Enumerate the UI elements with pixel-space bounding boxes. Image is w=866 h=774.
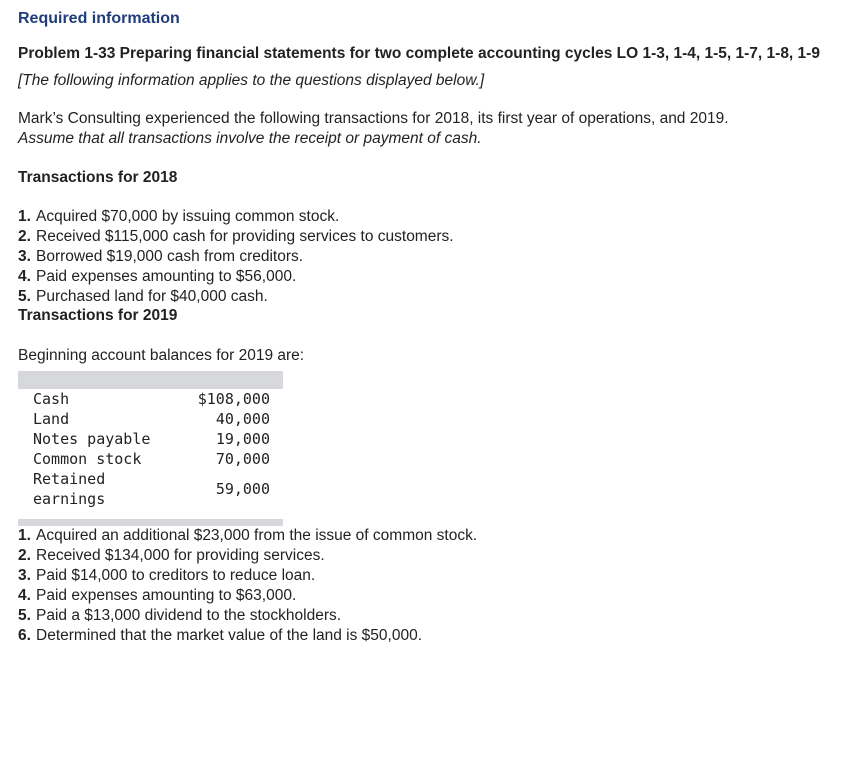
list-item: 4. Paid expenses amounting to $56,000. (18, 268, 297, 285)
balance-amount: 70,000 (215, 450, 270, 468)
table-row (18, 429, 283, 449)
intro-line-2: Assume that all transactions involve the receipt or payment of cash. (18, 130, 482, 147)
list-item: 5. Purchased land for $40,000 cash. (18, 288, 268, 305)
balance-label: Land (33, 410, 70, 428)
table-header-bar (18, 371, 283, 389)
table-row (18, 449, 283, 469)
list-item: 3. Paid $14,000 to creditors to reduce loan. (18, 567, 316, 584)
info-note: [The following information applies to the questions displayed below.] (18, 72, 485, 89)
transactions-2019-heading: Transactions for 2019 (18, 307, 178, 324)
list-item: 3. Borrowed $19,000 cash from creditors. (18, 248, 304, 265)
transactions-2019-list (18, 526, 848, 646)
balance-amount: $108,000 (197, 390, 270, 408)
balances-table (18, 389, 283, 519)
beginning-balances-table (18, 371, 283, 526)
table-row (18, 469, 283, 519)
balance-amount: 40,000 (215, 410, 270, 428)
table-row (18, 389, 283, 409)
transactions-2018-heading: Transactions for 2018 (18, 169, 178, 186)
list-item: 4. Paid expenses amounting to $63,000. (18, 587, 297, 604)
list-item: 2. Received $115,000 cash for providing services to customers. (18, 228, 454, 245)
list-item: 5. Paid a $13,000 dividend to the stockholders. (18, 607, 342, 624)
table-footer-bar (18, 519, 283, 526)
list-item: 1. Acquired $70,000 by issuing common stock. (18, 208, 340, 225)
list-item: 6. Determined that the market value of the land is $50,000. (18, 627, 423, 644)
balance-amount: 19,000 (215, 430, 270, 448)
balance-label: Cash (33, 390, 70, 408)
balance-label: Retained earnings (33, 470, 106, 508)
balance-label: Common stock (33, 450, 142, 468)
intro-line-1: Mark’s Consulting experienced the following transactions for 2018, its first year of operations, and 2019. (18, 110, 729, 127)
balance-label: Notes payable (33, 430, 151, 448)
transactions-2018-list (18, 207, 848, 307)
table-row (18, 409, 283, 429)
list-item: 1. Acquired an additional $23,000 from the issue of common stock. (18, 527, 478, 544)
required-information-heading: Required information (18, 10, 180, 27)
intro-paragraph (18, 109, 848, 149)
balance-amount: 59,000 (215, 480, 270, 498)
list-item: 2. Received $134,000 for providing services. (18, 547, 325, 564)
problem-title: Problem 1-33 Preparing financial statements for two complete accounting cycles LO 1-3, 1-4, 1-5, 1-7, 1-8, 1-9 (18, 45, 820, 62)
beginning-balances-text: Beginning account balances for 2019 are: (18, 347, 305, 364)
